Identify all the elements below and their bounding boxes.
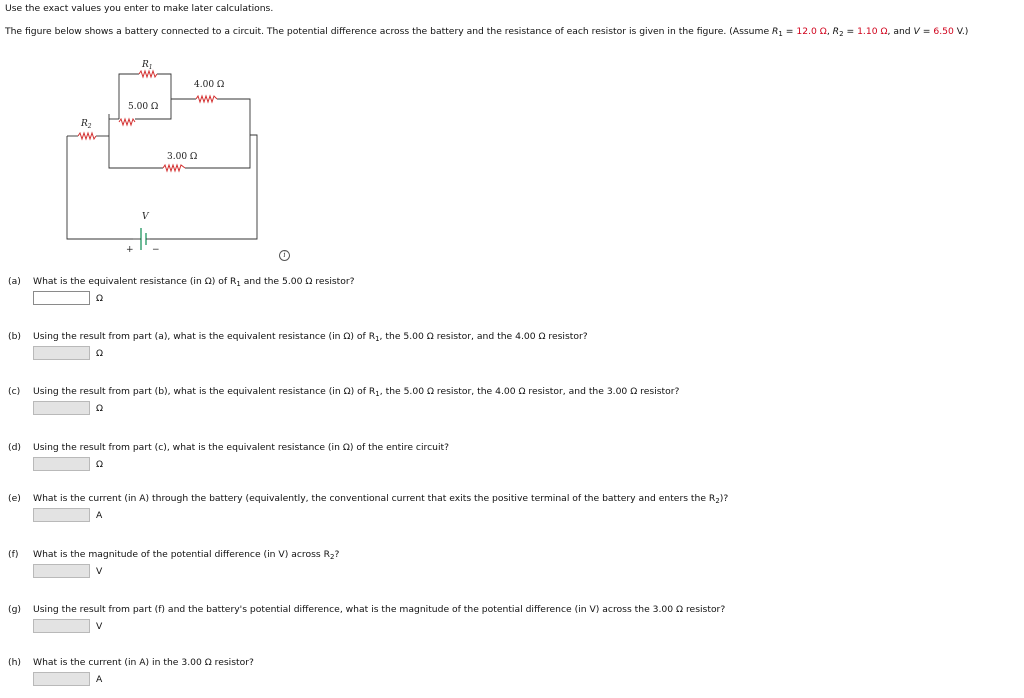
answer-input[interactable]	[33, 401, 90, 415]
question-text	[8, 493, 728, 505]
question-prompt: What is the equivalent resistance (in Ω) of R	[33, 276, 237, 287]
circuit-diagram	[60, 56, 270, 256]
v-symbol: V	[913, 26, 920, 37]
problem-suffix: V.)	[953, 26, 969, 37]
unit-label: Ω	[96, 348, 104, 359]
problem-prefix: The figure below shows a battery connected to a circuit. The potential difference across the battery and the resistance of each resistor is given in the figure. (Assume	[5, 26, 773, 37]
question-letter: (e)	[8, 493, 21, 504]
answer-input[interactable]	[33, 619, 90, 633]
circuit-wires	[67, 74, 257, 239]
answer-input[interactable]	[33, 291, 90, 305]
question-text	[8, 276, 355, 288]
question-prompt: Using the result from part (f) and the battery's potential difference, what is the magnitude of the potential difference (in V) across the 3.00 Ω resistor?	[33, 604, 726, 615]
question-prompt-end: )?	[719, 493, 729, 504]
circuit-labels	[80, 60, 224, 255]
question-subscript: 2	[329, 553, 335, 561]
unit-label: Ω	[96, 293, 104, 304]
resistor-5ohm	[119, 119, 135, 125]
question-prompt-end: , the 5.00 Ω resistor, the 4.00 Ω resistor, and the 3.00 Ω resistor?	[379, 386, 680, 397]
question-text	[8, 386, 679, 398]
question-prompt-end: and the 5.00 Ω resistor?	[240, 276, 355, 287]
r2-resistor	[78, 133, 96, 139]
unit-label: V	[96, 566, 103, 577]
question-text	[8, 604, 725, 615]
question-letter: (d)	[8, 442, 22, 453]
answer-input[interactable]	[33, 672, 90, 686]
question-prompt: Using the result from part (b), what is the equivalent resistance (in Ω) of R	[33, 386, 376, 397]
r1-symbol: R	[772, 26, 779, 37]
r2-label: $R_2$	[81, 119, 92, 130]
question-text	[8, 549, 339, 561]
question-letter: (c)	[8, 386, 21, 397]
instruction-text: Use the exact values you enter to make later calculations.	[5, 3, 274, 14]
r1-label: $R_1$	[142, 60, 153, 71]
answer-input[interactable]	[33, 457, 90, 471]
question-letter: (f)	[8, 549, 19, 560]
r1-resistor	[139, 71, 157, 77]
answer-input[interactable]	[33, 346, 90, 360]
r2-symbol: R	[832, 26, 840, 37]
question-prompt: Using the result from part (c), what is the equivalent resistance (in Ω) of the entire circuit?	[33, 442, 449, 453]
unit-label: Ω	[96, 403, 104, 414]
question-prompt: Using the result from part (a), what is the equivalent resistance (in Ω) of R	[33, 331, 376, 342]
question-text	[8, 442, 449, 453]
answer-input[interactable]	[33, 508, 90, 522]
r2-subscript: 2	[839, 30, 844, 38]
unit-label: A	[96, 510, 103, 521]
unit-label: V	[96, 621, 103, 632]
question-prompt: What is the magnitude of the potential difference (in V) across R	[33, 549, 330, 560]
problem-statement: The figure below shows a battery connected to a circuit. The potential difference across the battery and the resistance of each resistor is given in the figure. (Assume $R_1 = 12.0$ Ω, $R_2 = 1.10$ Ω, and V = 6.50 V.)	[5, 26, 969, 38]
question-letter: (b)	[8, 331, 22, 342]
resistor-3ohm	[163, 165, 185, 171]
resistor-4ohm	[196, 96, 217, 102]
question-subscript: 1	[375, 335, 380, 343]
question-prompt: What is the current (in A) in the 3.00 Ω resistor?	[33, 657, 254, 668]
question-letter: (g)	[8, 604, 22, 615]
question-text	[8, 657, 254, 668]
battery-symbol	[141, 228, 146, 250]
question-subscript: 2	[715, 497, 720, 505]
question-prompt-end: ?	[334, 549, 340, 560]
question-prompt: What is the current (in A) through the battery (equivalently, the conventional current that exits the positive terminal of the battery and enters the R	[33, 493, 716, 504]
r1-subscript: 1	[778, 30, 783, 38]
r1-value: 12.0 Ω	[796, 26, 827, 37]
question-subscript: 1	[236, 280, 241, 288]
answer-input[interactable]	[33, 564, 90, 578]
unit-label: Ω	[96, 459, 104, 470]
separator-2: , and	[887, 26, 914, 37]
label-3ohm: 3.00 Ω	[167, 152, 198, 162]
battery-voltage-label: V	[142, 212, 149, 222]
label-4ohm: 4.00 Ω	[194, 80, 225, 90]
question-letter: (h)	[8, 657, 21, 668]
question-text	[8, 331, 588, 343]
v-value: 6.50	[933, 26, 954, 37]
battery-plus-label: +	[126, 245, 134, 255]
r2-value: 1.10 Ω	[857, 26, 888, 37]
info-icon[interactable]: i	[279, 250, 290, 261]
battery-minus-label: −	[152, 245, 160, 255]
question-prompt-end: , the 5.00 Ω resistor, and the 4.00 Ω resistor?	[379, 331, 588, 342]
label-5ohm: 5.00 Ω	[128, 102, 159, 112]
unit-label: A	[96, 674, 103, 685]
separator-1: ,	[826, 26, 833, 37]
question-letter: (a)	[8, 276, 21, 287]
question-subscript: 1	[375, 390, 380, 398]
